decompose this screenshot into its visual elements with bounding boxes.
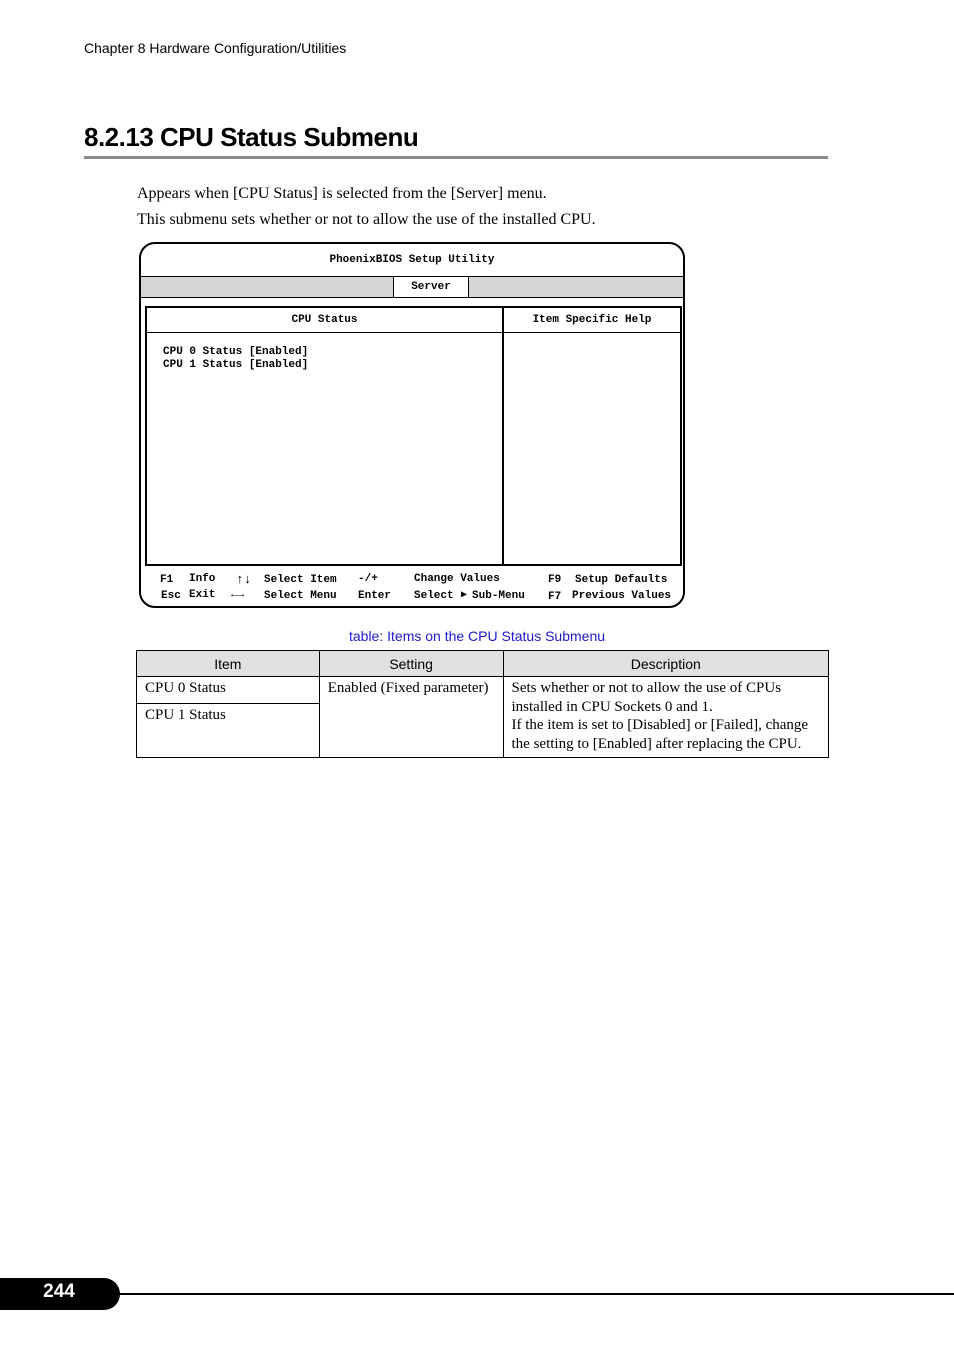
description-line: Sets whether or not to allow the use of CPUs (511, 680, 782, 696)
cell-description (503, 677, 829, 758)
items-table (136, 650, 829, 758)
table-header-row (137, 651, 829, 677)
header-item: Item (137, 651, 320, 677)
header-setting: Setting (319, 651, 503, 677)
key-change-values-label: Change Values (414, 573, 500, 585)
key-setup-defaults-label: Setup Defaults (575, 574, 668, 586)
triangle-right-icon: ▶ (461, 590, 468, 601)
key-esc: Esc (161, 590, 181, 602)
key-f1: F1 (160, 574, 174, 586)
bios-help-panel-title: Item Specific Help (504, 308, 680, 333)
bios-title: PhoenixBIOS Setup Utility (329, 254, 495, 266)
key-enter: Enter (358, 590, 392, 602)
key-sub-menu-label: Sub-Menu (472, 590, 525, 602)
up-down-arrows-icon: ↑↓ (236, 572, 252, 587)
header-description: Description (503, 651, 829, 677)
key-f9: F9 (548, 574, 562, 586)
key-info-label: Info (189, 573, 216, 585)
bios-item-value[interactable]: [Enabled] (248, 359, 309, 371)
cell-item-cpu0: CPU 0 Status (137, 677, 320, 704)
bios-tab-server[interactable]: Server (393, 277, 469, 297)
key-select-label: Select (414, 590, 454, 602)
footer-rule (110, 1293, 954, 1295)
description-line: installed in CPU Sockets 0 and 1. (511, 698, 713, 715)
bios-screen (139, 242, 685, 608)
table-row (137, 677, 829, 704)
intro-paragraph-1: Appears when [CPU Status] is selected from the [Server] menu. (137, 185, 547, 202)
cell-item-cpu1: CPU 1 Status (137, 704, 320, 758)
intro-paragraph-2: This submenu sets whether or not to allow the use of the installed CPU. (137, 211, 596, 228)
bios-item-cpu1-status[interactable] (163, 359, 308, 371)
left-right-arrows-icon: ←→ (231, 589, 245, 601)
cell-setting: Enabled (Fixed parameter) (319, 677, 503, 758)
table-caption: table: Items on the CPU Status Submenu (348, 628, 606, 644)
page-number: 244 (43, 1281, 75, 1302)
section-title: 8.2.13 CPU Status Submenu (84, 122, 419, 152)
key-exit-label: Exit (189, 589, 216, 601)
key-select-menu-label: Select Menu (264, 590, 337, 602)
chapter-header: Chapter 8 Hardware Configuration/Utilities (84, 40, 347, 56)
bios-help-panel (502, 306, 682, 566)
description-line: If the item is set to [Disabled] or [Failed], change (511, 717, 809, 733)
key-previous-values-label: Previous Values (572, 590, 672, 602)
key-f7: F7 (548, 591, 562, 603)
bios-item-label: CPU 0 Status (163, 346, 243, 358)
key-select-item-label: Select Item (264, 574, 337, 586)
bios-item-label: CPU 1 Status (163, 359, 243, 371)
bios-menu-bar (141, 276, 683, 298)
title-rule (84, 156, 828, 159)
key-minus-plus: -/+ (358, 573, 378, 585)
bios-main-panel-title: CPU Status (147, 308, 502, 333)
bios-main-panel (145, 306, 504, 566)
description-line: the setting to [Enabled] after replacing the CPU. (511, 735, 802, 752)
bios-item-value[interactable]: [Enabled] (248, 346, 309, 358)
bios-item-cpu0-status[interactable] (163, 346, 308, 358)
